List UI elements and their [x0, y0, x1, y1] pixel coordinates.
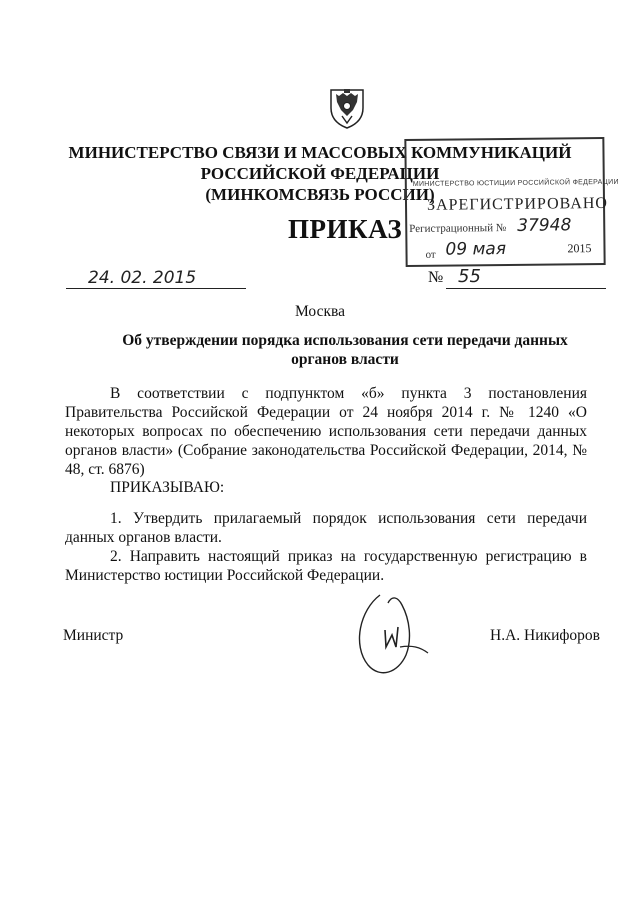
- ministry-name-line1: МИНИСТЕРСТВО СВЯЗИ И МАССОВЫХ КОММУНИКАЦИЙ: [68, 143, 572, 162]
- order-item-2: 2. Направить настоящий приказ на государственную регистрацию в Министерство юстиции Российской Федерации.: [65, 548, 587, 584]
- document-type-title: ПРИКАЗ: [288, 214, 403, 244]
- order-item-1: 1. Утвердить прилагаемый порядок использования сети передачи данных органов власти.: [65, 510, 587, 546]
- order-subject-line1: Об утверждении порядка использования сети передачи данных: [122, 332, 568, 349]
- ministry-name-line2: РОССИЙСКОЙ ФЕДЕРАЦИИ: [200, 164, 440, 183]
- order-date: 24. 02. 2015: [88, 268, 197, 288]
- stamp-status: ЗАРЕГИСТРИРОВАНО: [426, 194, 609, 214]
- order-word: ПРИКАЗЫВАЮ:: [110, 479, 225, 496]
- stamp-authority: МИНИСТЕРСТВО ЮСТИЦИИ РОССИЙСКОЙ ФЕДЕРАЦИИ: [412, 178, 619, 188]
- stamp-year: 2015: [567, 241, 592, 256]
- ministry-short-name: (МИНКОМСВЯЗЬ РОССИИ): [205, 185, 435, 204]
- stamp-date-label: от: [425, 248, 436, 261]
- number-label: №: [428, 269, 444, 286]
- stamp-reg-number: 37948: [517, 215, 572, 236]
- city: Москва: [295, 303, 345, 320]
- number-underline: [446, 288, 606, 289]
- preamble-paragraph: В соответствии с подпунктом «б» пункта 3 постановления Правительства Российской Федерации от 24 ноября 2014 г. № 1240 «О некоторых вопросах по обеспечению использования сети передачи данных органов власти» (Собрание законодательства Российской Федерации, 2014, № 48, ст. 6876): [65, 385, 587, 478]
- order-number: 55: [458, 266, 481, 287]
- stamp-reg-number-label: Регистрационный №: [409, 221, 507, 236]
- signatory-position: Министр: [63, 627, 124, 644]
- date-underline: [66, 288, 246, 289]
- order-subject-line2: органов власти: [291, 351, 399, 368]
- registration-stamp: [404, 137, 619, 267]
- handwritten-signature: [340, 585, 440, 685]
- stamp-date: 09 мая: [445, 238, 507, 260]
- order-subject: [110, 331, 580, 369]
- signatory-name: Н.А. Никифоров: [490, 627, 600, 644]
- coat-of-arms-emblem: [327, 86, 367, 130]
